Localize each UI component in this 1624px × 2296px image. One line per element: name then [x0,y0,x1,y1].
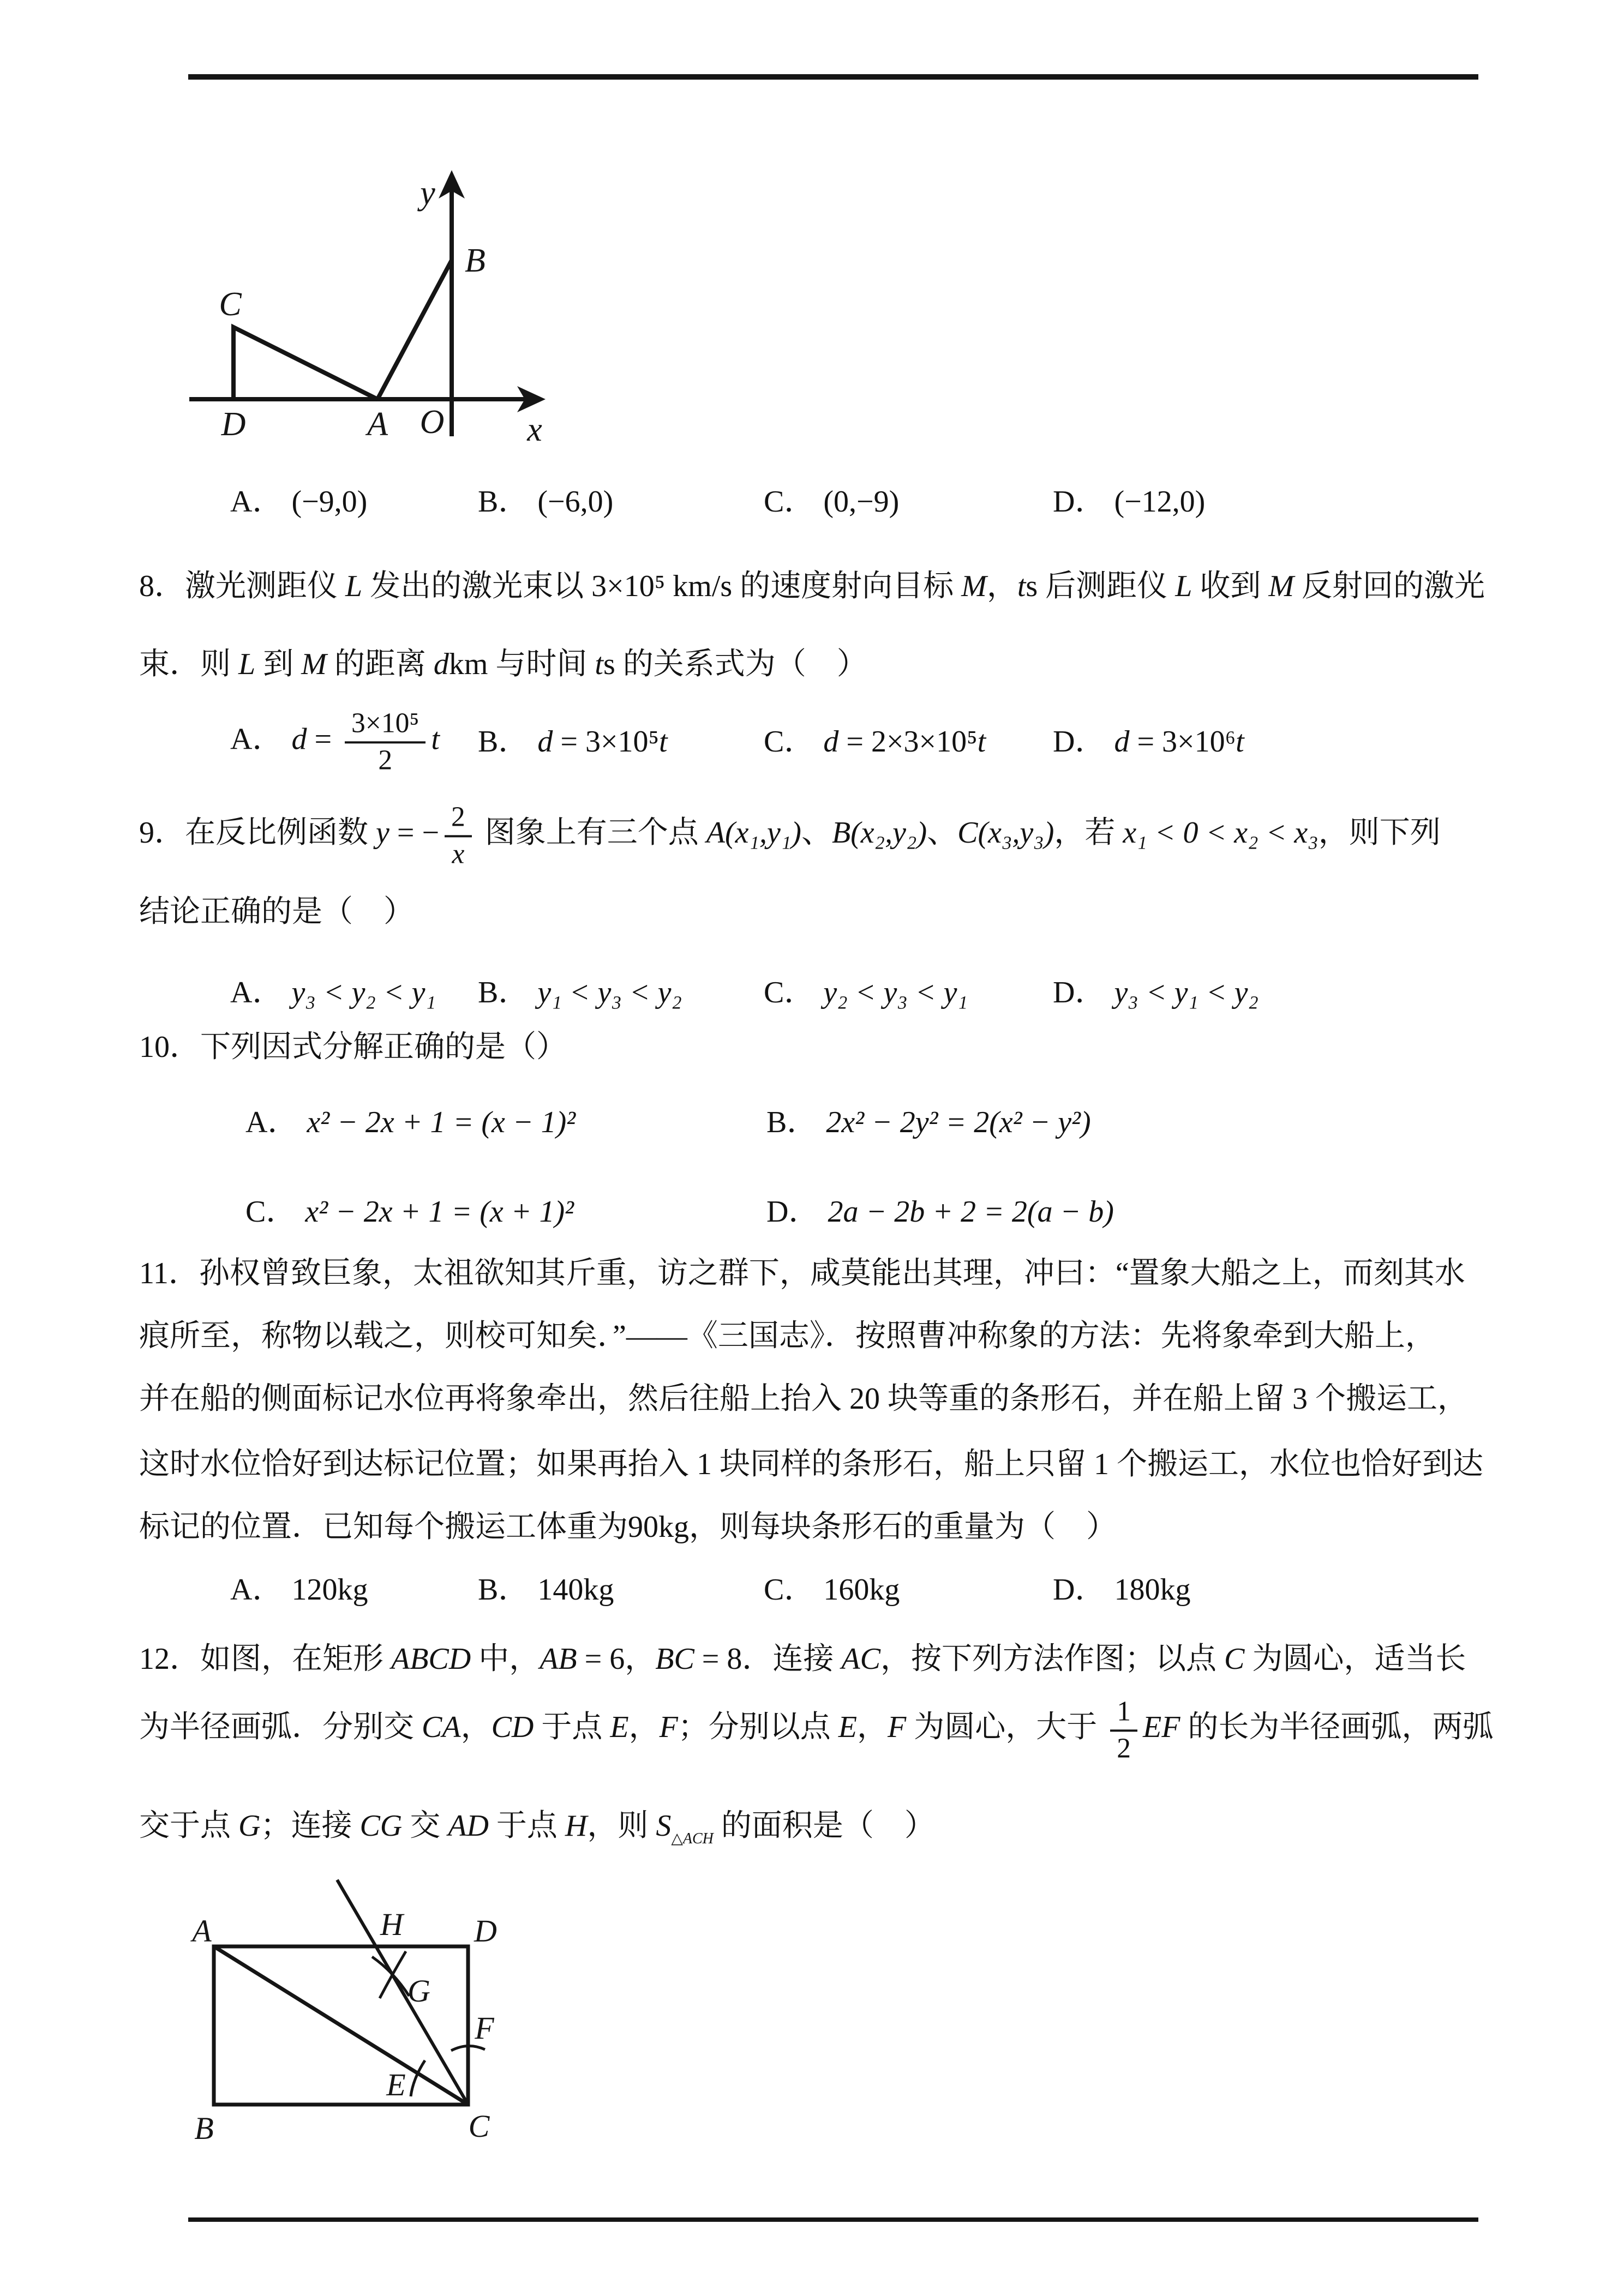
point-label-B: B [465,242,486,279]
question-8-option-d: D． d = 3×10⁶t [1053,724,1244,759]
figure-question-option-b: B． (−6,0) [478,484,614,519]
point-label-F: F [475,2010,494,2046]
option-c-value: (0,−9) [823,484,900,519]
question-12-line-3: 交于点 G；连接 CG 交 AD 于点 H，则 $S_{\triangle ACH}$ 的面积是（ ） [139,1808,935,1847]
point-label-B: B [194,2111,214,2146]
question-12-line-1: 12．如图，在矩形 ABCD 中，AB = 6，BC = 8．连接 AC，按下列方法作图；以点 C 为圆心，适当长 [139,1642,1466,1676]
question-9-option-a: A． y₃ < y₂ < y₁ [230,975,436,1009]
question-11-option-b: B． 140kg [478,1572,614,1607]
question-9-option-d: D． y₃ < y₁ < y₂ [1053,975,1259,1009]
question-9-line-1: 9．在反比例函数 y = − $\frac{2}{x}$ 图象上有三个点 A(x₁,y₁)、B(x₂,y₂)、C(x₃,y₃)，若 x₁ < 0 < x₂ < x₃，则下列 [139,801,1441,869]
point-label-H: H [380,1907,403,1942]
diagonal-AC [214,1946,468,2105]
question-11-option-d: D． 180kg [1053,1572,1191,1607]
question-10-option-d: D． 2a − 2b + 2 = 2(a − b) [766,1194,1114,1229]
point-label-C: C [468,2108,490,2144]
question-11-option-a: A． 120kg [230,1572,368,1607]
question-11-line-1: 11．孙权曾致巨象，太祖欲知其斤重，访之群下，咸莫能出其理，冲曰：“置象大船之上，而刻其水 [139,1256,1465,1290]
rectangle-construction-figure [180,1871,562,2176]
question-8-option-a: A． d = $\frac{\text{3×10⁵}}{2}$ t [230,707,440,776]
question-11-line-4: 这时水位恰好到达标记位置；如果再抬入 1 块同样的条形石，船上只留 1 个搬运工，水位也恰好到达 [139,1447,1483,1481]
point-label-G: G [408,1973,430,2009]
point-label-A: A [367,406,388,443]
option-a-value: (−9,0) [291,484,368,519]
bottom-rule [188,2217,1478,2222]
question-11-option-c: C． 160kg [764,1572,900,1607]
triangle-DCA [233,327,377,399]
question-9-option-b: B． y₁ < y₃ < y₂ [478,975,682,1009]
point-label-D: D [474,1913,497,1949]
figure-question-option-d: D． (−12,0) [1053,484,1206,519]
top-rule [188,74,1478,80]
question-8-option-c: C． d = 2×3×10⁵t [764,724,986,759]
question-8-option-b: B． d = 3×10⁵t [478,724,668,759]
question-8-line-2: 束．则 L 到 M 的距离 dkm 与时间 ts 的关系式为（ ） [139,647,867,681]
question-10-option-a: A． x² − 2x + 1 = (x − 1)² [245,1105,576,1139]
axis-label-y: y [420,175,435,212]
coordinate-plane-figure [185,164,556,447]
axis-label-x: x [527,411,542,448]
question-9-line-2: 结论正确的是（ ） [139,894,414,929]
option-b-value: (−6,0) [537,484,614,519]
question-12-line-2: 为半径画弧．分别交 CA，CD 于点 E，F；分别以点 E，F 为圆心，大于 $\frac{1}{2}$ EF 的长为半径画弧，两弧 [139,1696,1494,1764]
question-11-line-3: 并在船的侧面标记水位再将象牵出，然后往船上抬入 20 块等重的条形石，并在船上留 3 个搬运工， [139,1381,1468,1416]
question-10-option-c: C． x² − 2x + 1 = (x + 1)² [245,1194,574,1229]
segment-AB [377,260,452,399]
option-d-value: (−12,0) [1114,484,1206,519]
point-label-A: A [192,1913,212,1949]
point-label-E: E [386,2067,406,2102]
point-label-D: D [221,406,246,443]
origin-label-O: O [420,404,445,441]
question-11-line-2: 痕所至，称物以载之，则校可知矣．”——《三国志》．按照曹冲称象的方法：先将象牵到大船上， [139,1319,1436,1353]
question-11-line-5: 标记的位置．已知每个搬运工体重为90kg，则每块条形石的重量为（ ） [139,1510,1117,1544]
question-9-option-c: C． y₂ < y₃ < y₁ [764,975,968,1009]
point-label-C: C [219,286,242,323]
figure-question-option-c: C． (0,−9) [764,484,900,519]
question-8-line-1: 8．激光测距仪 L 发出的激光束以 3×10⁵ km/s 的速度射向目标 M，ts 后测距仪 L 收到 M 反射回的激光 [139,569,1485,603]
question-10-option-b: B． 2x² − 2y² = 2(x² − y²) [766,1105,1091,1139]
figure-question-option-a: A． (−9,0) [230,484,368,519]
question-10-title: 10．下列因式分解正确的是（） [139,1030,567,1064]
